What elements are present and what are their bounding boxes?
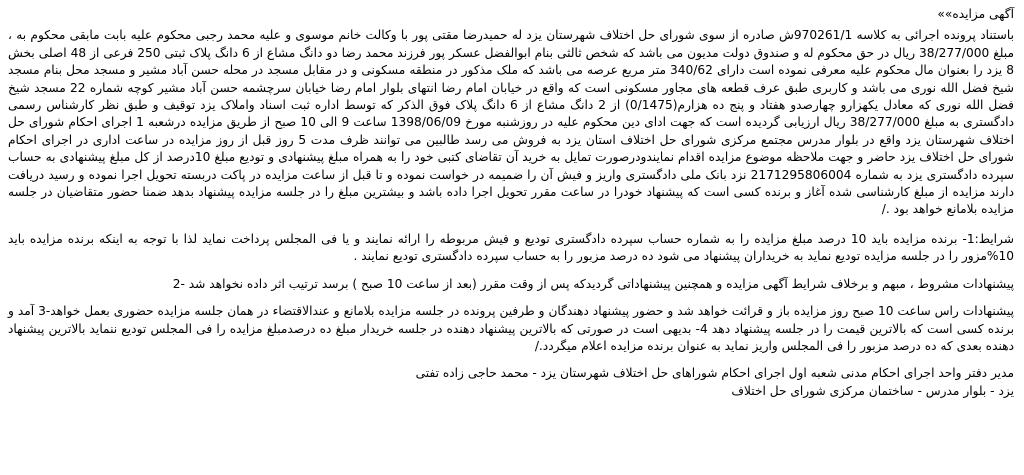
condition-2: پیشنهادات مشروط ، مبهم و برخلاف شرایط آگهی مزایده و همچنین پیشنهاداتی گردیدکه پس از وقت مقرر (بعد از ساعت 10 صبح ) برسد ترتیب اثر داده نخواهد شد -2 — [172, 276, 1014, 291]
signature-line: مدیر دفتر واحد اجرای احکام مدنی شعبه اول اجرای احکام شوراهای حل اختلاف شهرستان یزد - محمد حاجی زاده تفتی — [415, 366, 1014, 381]
address-line: یزد - بلوار مدرس - ساختمان مرکزی شورای حل اختلاف — [731, 383, 1014, 398]
notice-body: باستناد پرونده اجرائی به کلاسه 970261/1ش صادره از سوی شورای حل اختلاف شهرستان یزد له حمیدرضا مقتی پور با وکالت خانم موسوی و علیه محمد رجبی محکوم علیه بابت مابقی محکوم به ، مبلغ 38/277/000 ریال در حق محکوم له و صندوق دولت مدیون می باشد که شخص ثالثی بنام ابوالفضل عسکر پور فرزند محمد رضا دو دانگ مشاع از 6 دانگ پلاک ثبتی 250 فرعی از 48 اصلی بخش 8 یزد را بعنوان مال محکوم علیه معرفی نموده است دارای 340/62 متر مربع عرصه می باشد که ملک مذکور در منطقه مسکونی و در مقابل مسجد در محله حسن آباد مشیر و مسجد محل بنام مسجد شیخ فضل الله نوری می باشد و کاربری طبق عرف قطعه های مجاور مسکونی است که واقع در خیابان امام رضا انتهای بلوار امام رضا خیابان سرچشمه حسن آباد مشیر کوچه شماره 22 مسجد شیخ فضل الله نوری که معادل یکهزارو چهارصدو هفتاد و پنج ده هزارم(0/1475) از 2 دانگ مشاع از 6 دانگ پلاک فوق الذکر که توسط اداره ثبت اسناد واملاک یزد توقیف و طبق نظر کارشناس رسمی دادگستری به مبلغ 38/277/000 ریال ارزیابی گردیده است که جهت ادای دین محکوم علیه در روزشنبه مورخ 1398/06/09 ساعت 9 الی 10 صبح از طریق مزایده درشعبه 1 اجرای احکام شورای حل اختلاف شهرستان یزد واقع در بلوار مدرس مجتمع مرکزی شورای حل اختلاف استان یزد به فروش می رسد طالبین می توانند ظرف مدت 5 روز قبل از روز مزایده در ساعت اداری در اجرای احکام شورای حل اختلاف یزد حاضر و جهت ملاحظه موضوع مزایده اقدام نمایندودرصورت تمایل به خرید آن تقاضای کتبی خود را به همراه مبلغ پیشنهادی و تودیع مبلغ 10درصد از کل مبلغ پیشنهادی به حساب سپرده دادگستری یزد به شماره 2171295806004 نزد بانک ملی دادگستری واریز و فیش آن را ضمیمه در خواست نموده و تا قبل از ساعت مزایده در پاکت دربسته تحویل اجرا نموده و رسید دریافت دارند مزایده از مبلغ کارشناسی شده آغاز و برنده کسی است که پیشنهاد خودرا در ساعت مقرر تحویل اجرا داده باشد و بیشترین مبلغ را در جلسه مزایده پیشنهاد بدهد ضمنا حضور متقاضیان در جلسه مزایده بلامانع خواهد بود ./ — [8, 28, 1015, 217]
notice-title: آگهی مزایده»» — [937, 7, 1014, 21]
condition-1: شرایط:1- برنده مزایده باید 10 درصد مبلغ مزایده را به شماره حساب سپرده دادگستری تودیع و فیش مربوطه را ارائه نمایند و یا فی المجلس پرداخت نماید لذا با توجه به اینکه برنده مزایده باید 10%مزور را در جلسه مزایده تودیع نماید به خریداران پیشنهاد می شود ده درصد مزبور را به حساب سپرده دادگستری تودیع نمایند . — [8, 231, 1014, 264]
condition-3: پیشنهادات راس ساعت 10 صبح روز مزایده باز و قرائت خواهد شد و حضور پیشنهاد دهندگان و طرفین پرونده در جلسه مزایده بلامانع و عندالاقتضاء در همان جلسه مزایده حضوری بعمل خواهد-3 آمد و برنده کسی است که بالاترین قیمت را در جلسه پیشنهاد دهد 4- بدیهی است در صورتی که بالاترین پیشنهاد دهنده در جلسه خریدار مبلغ ده درصدمبلغ مزایده را فی المجلس تودیع ننماید بالاترین پیشنهاد دهنده بعدی که ده درصد مزبور را فی المجلس واریز نماید به عنوان برنده مزایده اعلام میگردد./ — [8, 304, 1014, 353]
spacer — [8, 355, 1014, 365]
